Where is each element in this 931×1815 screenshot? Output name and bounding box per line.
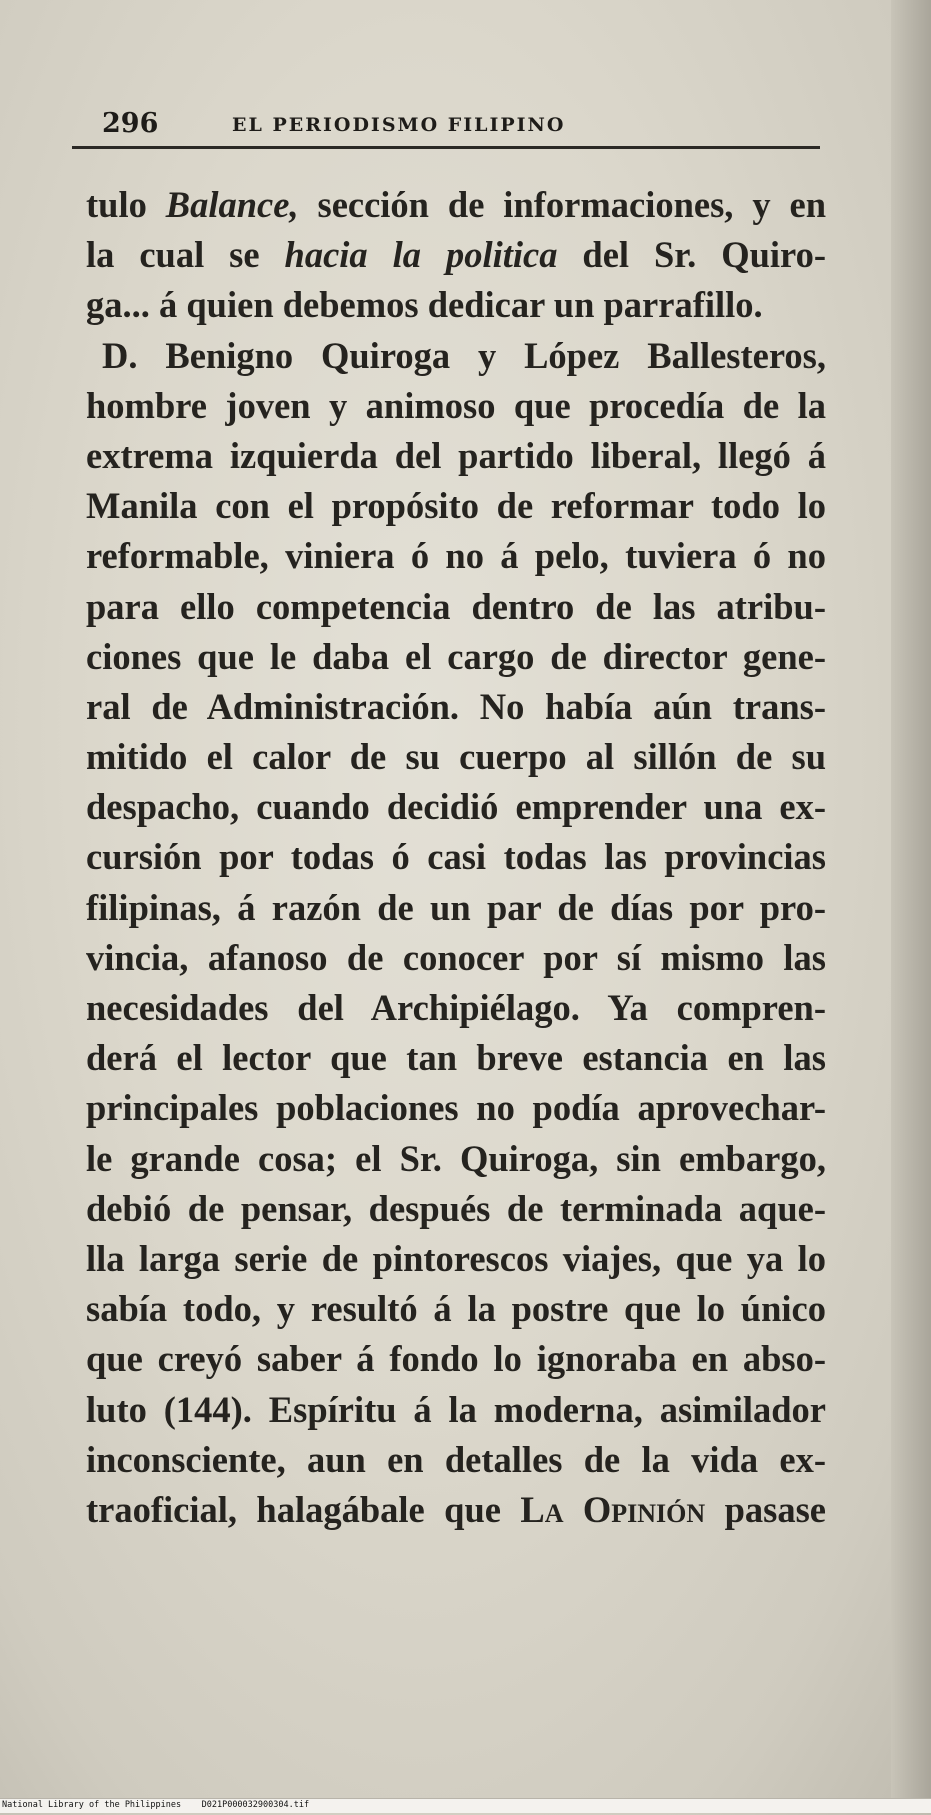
scan-footer — [0, 1798, 931, 1813]
text-line: principales poblaciones no podía aprovechar- — [86, 1087, 826, 1129]
text-line: D. Benigno Quiroga y López Ballesteros, — [102, 334, 826, 376]
text-line: vincia, afanoso de conocer por sí mismo las — [86, 936, 826, 978]
text-line: derá el lector que tan breve estancia en las — [86, 1037, 826, 1079]
text-line: ral de Administración. No había aún trans- — [86, 685, 826, 727]
text-line: la cual se hacia la politica del Sr. Quiro- — [86, 234, 826, 276]
text-line: inconsciente, aun en detalles de la vida ex- — [86, 1438, 826, 1480]
text-line: traoficial, halagábale que La Opinión pasase — [86, 1488, 826, 1530]
italic-phrase: hacia la politica — [284, 234, 558, 276]
text-line: debió de pensar, después de terminada aque- — [86, 1187, 826, 1229]
footer-file-id: D021P000032900304.tif — [201, 1800, 310, 1810]
running-title: EL PERIODISMO FILIPINO — [232, 114, 566, 136]
footer-source: National Library of the Philippines — [2, 1800, 182, 1810]
text-line: sabía todo, y resultó á la postre que lo único — [86, 1288, 826, 1330]
text-line: hombre joven y animoso que procedía de la — [86, 384, 826, 426]
text-line: ciones que le daba el cargo de director gene- — [86, 635, 826, 677]
text-line: que creyó saber á fondo lo ignoraba en abso- — [86, 1338, 826, 1380]
text-line: mitido el calor de su cuerpo al sillón de su — [86, 736, 826, 778]
text-line: reformable, viniera ó no á pelo, tuviera ó no — [86, 535, 826, 577]
text-line: Manila con el propósito de reformar todo lo — [86, 485, 826, 527]
body-text — [86, 180, 826, 1535]
text-line: tulo Balance, sección de informaciones, y en — [86, 184, 826, 225]
italic-title: Balance, — [165, 184, 299, 225]
small-caps-title: La Opinión — [520, 1488, 706, 1530]
text-line: despacho, cuando decidió emprender una ex- — [86, 786, 826, 828]
text-line: filipinas, á razón de un par de días por pro- — [86, 886, 826, 928]
text-line: ga... á quien debemos dedicar un parrafillo. — [86, 284, 763, 326]
text-line: lla larga serie de pintorescos viajes, que ya lo — [86, 1237, 826, 1279]
text-line: cursión por todas ó casi todas las provincias — [86, 836, 826, 878]
text-line: para ello competencia dentro de las atribu- — [86, 585, 826, 627]
text-line: extrema izquierda del partido liberal, llegó á — [86, 434, 826, 476]
text-line: le grande cosa; el Sr. Quiroga, sin embargo, — [86, 1137, 826, 1179]
header-rule — [72, 146, 820, 149]
page-edge-shadow — [891, 0, 931, 1800]
page-header — [72, 108, 820, 148]
text-line: luto (144). Espíritu á la moderna, asimilador — [86, 1388, 826, 1430]
text-line: necesidades del Archipiélago. Ya compren- — [86, 987, 826, 1028]
page-number: 296 — [102, 108, 159, 139]
